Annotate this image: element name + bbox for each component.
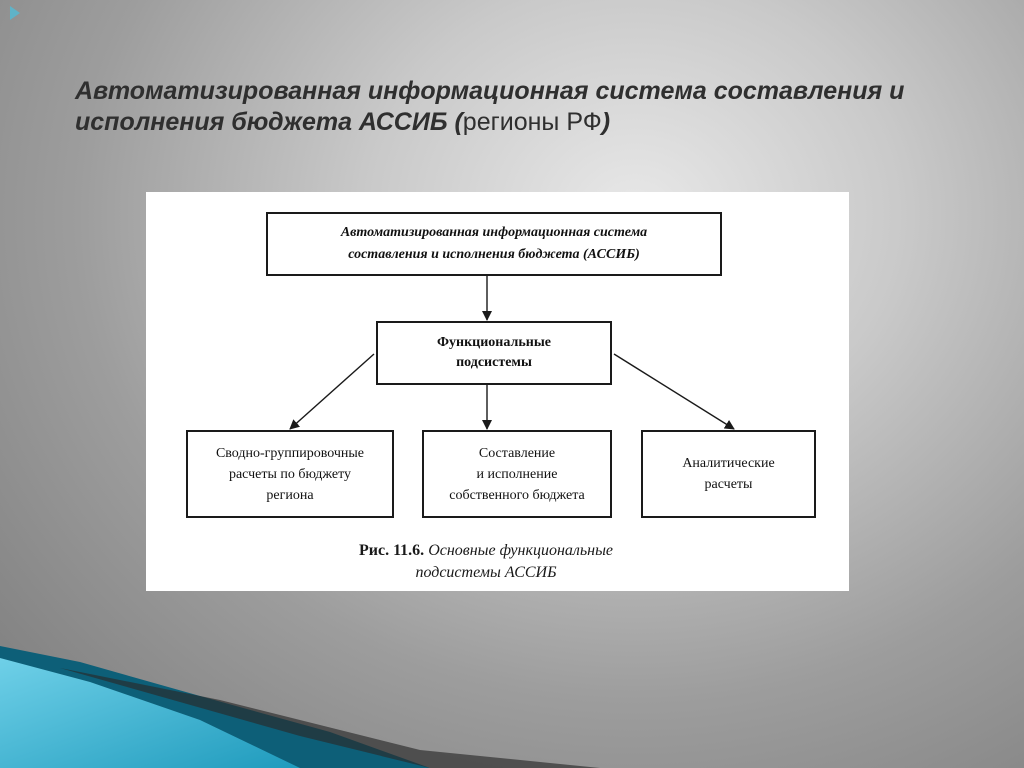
decorative-swoosh bbox=[0, 640, 1024, 768]
node-analytical-line-2: расчеты bbox=[704, 477, 753, 492]
slide-title-line-2 bbox=[75, 107, 955, 138]
node-functional-subsystems bbox=[376, 321, 612, 385]
node-own-budget-line-2: и исполнение bbox=[476, 466, 558, 482]
slide-title-line-2-end: ) bbox=[601, 108, 611, 136]
node-consolidated-line-2: расчеты по бюджету bbox=[228, 466, 352, 482]
node-own-budget bbox=[422, 430, 612, 518]
arrow-functional-to-child-3 bbox=[614, 354, 734, 429]
node-functional-line-1: Функциональные bbox=[437, 335, 551, 350]
node-own-budget-line-3: собственного бюджета bbox=[449, 487, 585, 503]
slide-bullet-icon bbox=[10, 6, 20, 20]
node-assib-line-1: Автоматизированная информационная система bbox=[340, 225, 648, 240]
node-consolidated-line-3: региона bbox=[266, 487, 314, 503]
figure-caption-text-2: подсистемы АССИБ bbox=[415, 564, 557, 581]
slide-title-region: регионы РФ bbox=[462, 108, 602, 136]
figure-caption-text-1: Основные функциональные bbox=[424, 542, 614, 559]
slide-title-line-1: Автоматизированная информационная система составления и bbox=[75, 77, 905, 105]
node-analytical-line-1: Аналитические bbox=[682, 456, 775, 471]
node-own-budget-line-1: Составление bbox=[478, 445, 556, 461]
slide-title-line-2-main: исполнения бюджета АССИБ ( bbox=[75, 108, 463, 136]
node-analytical-calculations bbox=[641, 430, 816, 518]
arrow-functional-to-child-1 bbox=[290, 354, 374, 429]
figure-caption-label: Рис. 11.6. bbox=[358, 542, 425, 559]
diagram-figure bbox=[146, 192, 849, 591]
node-assib-system bbox=[266, 212, 722, 276]
node-functional-line-2: подсистемы bbox=[456, 355, 532, 370]
node-assib-line-2: составления и исполнения бюджета (АССИБ) bbox=[348, 247, 640, 262]
node-consolidated-calculations bbox=[186, 430, 394, 518]
figure-caption bbox=[296, 540, 676, 584]
slide-title bbox=[75, 76, 955, 138]
node-consolidated-line-1: Сводно-группировочные bbox=[215, 445, 365, 461]
